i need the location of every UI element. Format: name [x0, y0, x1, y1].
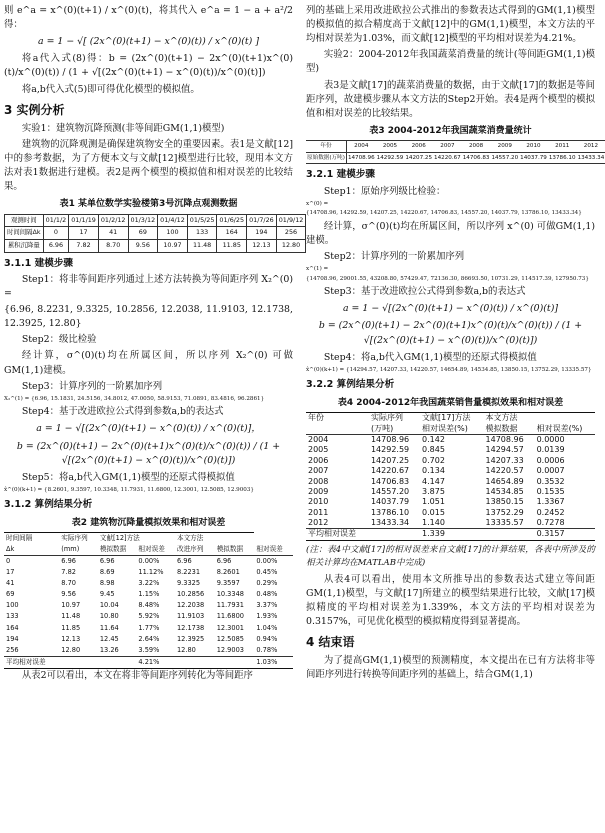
table-2-cell: 12.5085 — [216, 634, 244, 643]
right-step-2: Step2：计算序列的一阶累加序列 — [323, 250, 465, 262]
table-1-row — [5, 214, 306, 227]
table-2-row — [4, 556, 293, 568]
table-4-average-cell — [484, 529, 535, 540]
table-2-cell: 8.2601 — [216, 568, 240, 577]
table-4-cell: 0.3532 — [536, 476, 565, 486]
table-2-row — [4, 623, 293, 634]
table-2-cell: 11.48 — [61, 612, 81, 621]
table-3-cell: 14207.25 — [404, 152, 433, 163]
table-2-header-cell: 相对误差 — [254, 544, 293, 556]
table-4-cell: 0.134 — [422, 466, 445, 476]
step-5: Step5：将a,b代入GM(1,1)模型的还原式得模拟值 — [21, 471, 235, 483]
table-1 — [4, 214, 306, 253]
table-3-cell: 13433.34 — [577, 152, 605, 163]
table-3-cell: 2008 — [462, 141, 491, 152]
table-2-cell: 12.80 — [176, 645, 196, 654]
table-2-header-cell: 时间间隔 — [4, 533, 59, 545]
table-3-cell: 14557.20 — [490, 152, 519, 163]
table-3-cell: 14706.83 — [462, 152, 491, 163]
table-2 — [4, 532, 293, 669]
table-2-cell: 5.92% — [138, 612, 160, 621]
table-4-cell: 1.140 — [422, 518, 445, 528]
table-1-cell: 0 — [43, 227, 69, 240]
table-4-cell: 1.051 — [422, 497, 445, 507]
section-4-paragraph: 为了提高GM(1,1)模型的预测精度，本文提出在已有方法将非等间距序列进行转换等间距序列的基础上，结合GM(1,1) — [306, 655, 595, 681]
section-4-title: 4 结束语 — [306, 635, 355, 650]
table-4-cell: 2005 — [308, 445, 329, 455]
table-4-header-cell — [306, 424, 369, 435]
table-4-cell: 2007 — [308, 466, 329, 476]
table-2-cell: 256 — [6, 645, 19, 654]
table-3-cell: 2011 — [548, 141, 577, 152]
table-3-caption: 表3 2004-2012年我国蔬菜消费量统计 — [369, 125, 532, 136]
table-2-row — [4, 612, 293, 623]
table-2-header-cell: 文献[12]方法 — [98, 533, 175, 545]
table-1-cell: 6.96 — [43, 239, 69, 252]
table-4-cell: 13752.29 — [485, 507, 524, 517]
table-1-cell: 8.70 — [98, 239, 128, 252]
table-4-cell: 14207.25 — [370, 455, 410, 465]
intro-line-3: 将a,b代入式(5)即可得优化模型的模拟值。 — [21, 83, 200, 95]
table-4-row — [306, 508, 595, 518]
table-1-cell: 01/2/12 — [98, 214, 128, 227]
table-2-header-cell: Δk — [4, 544, 59, 556]
table-2-cell: 12.45 — [99, 634, 119, 643]
table-4-cell: 2010 — [308, 497, 329, 507]
table-4-cell: 14220.57 — [485, 466, 524, 476]
step-4-equation-b: b = (2x^(0)(t+1) − 2x^(0)(t+1)x^(0)(t)/x^(0)(t)) / (1 + √[(2x^(0)(t+1) − x^(0)(t))/x^(0)(t)]) — [16, 440, 281, 466]
table-3-cell: 14708.96 — [346, 152, 375, 163]
table-4-cell: 14557.20 — [370, 486, 410, 496]
table-4-header-row — [306, 424, 595, 435]
table-4-header-cell: 相对误差(%) — [420, 424, 483, 435]
table-1-cell: 11.48 — [187, 239, 217, 252]
table-4-cell: 0.0007 — [536, 466, 565, 476]
table-2-header-cell: 模拟数据 — [215, 544, 255, 556]
intro-line-1: 则 e^a = x^(0)(t+1) / x^(0)(t)，将其代入 e^a = 1 − a + a²/2 得： — [4, 5, 293, 31]
table-2-cell: 7.82 — [61, 568, 76, 577]
step-3-sequence: X₂^(1) = {6.96, 15.1831, 24.5156, 34.8012, 47.0050, 58.9153, 71.0891, 83.4816, 96.2861} — [4, 395, 265, 402]
table-2-cell: 0.00% — [256, 557, 278, 566]
table-2-cell: 11.64 — [99, 623, 119, 632]
table-4-cell: 14534.85 — [485, 486, 524, 496]
table-2-cell: 6.96 — [99, 557, 115, 566]
table-1-cell: 01/1/2 — [43, 214, 69, 227]
table-2-cell: 12.9003 — [216, 645, 244, 654]
table-4-header-cell: 本文方法 — [484, 413, 595, 424]
table-4-cell: 14292.59 — [370, 445, 410, 455]
table-2-cell: 133 — [6, 612, 19, 621]
step-2-paragraph: 经计算，σ^(0)(t)均在所属区间，所以序列 X₂^(0) 可做GM(1,1)建模。 — [4, 350, 293, 376]
table-2-cell: 3.59% — [138, 645, 160, 654]
table-2-header-cell: (mm) — [59, 544, 98, 556]
table-2-cell: 8.2231 — [176, 568, 201, 577]
right-equation-a: a = 1 − √[(2x^(0)(t+1) − x^(0)(t)) / x^(0)(t)] — [342, 303, 559, 315]
table-3-cell: 14220.67 — [433, 152, 462, 163]
table-4-header-cell: 模拟数据 — [484, 424, 535, 435]
table-3-cell: 原始数据(万吨) — [306, 152, 346, 163]
right-step-4: Step4：将a,b代入GM(1,1)模型的还原式得模拟值 — [323, 351, 537, 363]
table-1-row — [5, 239, 306, 252]
table-2-average-row — [4, 657, 293, 669]
table-4-cell: 4.147 — [422, 476, 445, 486]
table-2-cell: 41 — [6, 579, 15, 588]
table-4-average-cell: 1.339 — [420, 529, 483, 540]
table-3-cell: 2010 — [519, 141, 548, 152]
table-2-cell: 6.96 — [61, 557, 76, 566]
table-2-cell: 0.94% — [256, 634, 278, 643]
section-3-1-2-title: 3.1.2 算例结果分析 — [4, 499, 93, 511]
table-2-caption: 表2 建筑物沉降量模拟效果和相对误差 — [71, 517, 226, 528]
table-2-cell: 12.13 — [61, 634, 81, 643]
table-1-cell: 69 — [128, 227, 158, 240]
table-3-cell: 14292.59 — [376, 152, 405, 163]
table-2-cell: 69 — [6, 590, 15, 599]
table-4-cell: 0.0000 — [536, 434, 565, 444]
table-4-cell: 14708.96 — [485, 434, 524, 444]
table-2-cell: 10.04 — [99, 601, 119, 610]
right-column — [306, 4, 605, 684]
table-4-row — [306, 445, 595, 455]
section-3-2-1-title: 3.2.1 建模步骤 — [306, 169, 376, 181]
table-4-cell: 2011 — [308, 507, 329, 517]
table-4-cell: 0.0139 — [536, 445, 565, 455]
step-2: Step2：级比检验 — [21, 334, 97, 346]
table-2-cell: 1.93% — [256, 612, 278, 621]
table-1-cell: 164 — [217, 227, 247, 240]
table-2-cell: 12.2038 — [176, 601, 205, 610]
table-4-cell: 3.875 — [422, 486, 445, 496]
table-2-cell: 0.48% — [256, 590, 278, 599]
step-4-equation-a: a = 1 − √[(2x^(0)(t+1) − x^(0)(t)) / x^(0)(t)]， — [36, 423, 261, 435]
table-1-cell: 01/9/12 — [276, 214, 306, 227]
table-4-average-cell — [369, 529, 420, 540]
table-4-average-cell: 0.3157 — [535, 529, 595, 540]
table-3-row — [306, 152, 605, 163]
table-4-cell: 13335.57 — [485, 518, 524, 528]
table-4-cell: 2008 — [308, 476, 329, 486]
table-4-cell: 14708.96 — [370, 434, 410, 444]
table-1-cell: 01/6/25 — [217, 214, 247, 227]
table-4-cell: 14220.67 — [370, 466, 410, 476]
table-2-cell: 11.9103 — [176, 612, 205, 621]
table-4-header-cell: (万吨) — [369, 424, 420, 435]
table-1-cell: 194 — [247, 227, 277, 240]
table-2-cell: 6.96 — [216, 557, 232, 566]
table-4-header-cell: 年份 — [306, 413, 369, 424]
table-2-cell: 6.96 — [176, 557, 192, 566]
table-2-cell: 12.1738 — [176, 623, 205, 632]
table-2-cell: 11.85 — [61, 623, 81, 632]
table-2-cell: 1.77% — [138, 623, 160, 632]
table-1-cell: 256 — [276, 227, 306, 240]
table-4-header-cell: 实际序列 — [369, 413, 420, 424]
table-2-cell: 3.22% — [138, 579, 160, 588]
table-2-cell: 164 — [6, 623, 19, 632]
table-3-cell: 2005 — [376, 141, 405, 152]
table-2-header-cell: 实际序列 — [59, 533, 98, 545]
table-2-row — [4, 601, 293, 612]
table-1-cell: 01/5/25 — [187, 214, 217, 227]
table-4-cell: 14706.83 — [370, 476, 410, 486]
table-4-note: (注：表4中文献[17]的相对误差来自文献[17]的计算结果，各表中所涉及的相关计算均在MATLAB中完成) — [306, 544, 595, 568]
table-3-row — [306, 141, 605, 152]
table-4-cell: 0.7278 — [536, 518, 565, 528]
table-4-cell: 2009 — [308, 486, 329, 496]
table-2-cell: 12.3001 — [216, 623, 244, 632]
table-4-cell: 1.3367 — [536, 497, 565, 507]
table-3-cell: 13786.10 — [548, 152, 577, 163]
table-4-cell: 0.702 — [422, 455, 445, 465]
table-2-cell: 13.26 — [99, 645, 119, 654]
table-2-row — [4, 634, 293, 645]
table-2-cell: 11.7931 — [216, 601, 244, 610]
table-2-cell: 8.48% — [138, 601, 160, 610]
table-1-cell: 01/4/12 — [158, 214, 188, 227]
table-4-row — [306, 497, 595, 507]
table-2-cell: 8.98 — [99, 579, 115, 588]
table-2-header-row — [4, 544, 293, 556]
table-2-cell: 8.70 — [61, 579, 76, 588]
table-2-average-cell — [59, 657, 98, 669]
table-1-cell: 41 — [98, 227, 128, 240]
table-2-cell: 10.3348 — [216, 590, 244, 599]
table-2-average-cell: 1.03% — [254, 657, 293, 669]
step-5-sequence: x̂^(0)(k+1) = {8.2601, 9.3597, 10.3348, 11.7931, 11.6800, 12.3001, 12.5085, 12.9003} — [4, 486, 254, 493]
table-2-cell: 194 — [6, 634, 19, 643]
table-2-cell: 0.45% — [256, 568, 278, 577]
table-4-cell: 14037.79 — [370, 497, 410, 507]
table-2-average-cell: 平均相对误差 — [4, 657, 59, 669]
table-4-cell: 0.0006 — [536, 455, 565, 465]
right-step-1-paragraph: 经计算，σ^(0)(t)均在所属区间，所以序列 x^(0) 可做GM(1,1)建模。 — [306, 220, 595, 246]
table-3-cell: 14037.79 — [519, 152, 548, 163]
table-4-cell: 2012 — [308, 518, 329, 528]
left-bottom-line: 从表2可以看出，本文在将非等间距序列转化为等间距序 — [21, 670, 253, 682]
experiment-1-title: 实验1：建筑物沉降预测(非等间距GM(1,1)模型) — [21, 122, 225, 134]
table-2-cell: 100 — [6, 601, 19, 610]
table-4-cell: 2006 — [308, 455, 329, 465]
table-4-cell: 14654.89 — [485, 476, 524, 486]
section-3-title: 3 实例分析 — [4, 102, 65, 117]
table-4-caption: 表4 2004-2012年我国蔬菜销售量模拟效果和相对误差 — [337, 397, 564, 408]
right-step-1-sequence: {14708.96, 14292.59, 14207.25, 14220.67, 14706.83, 14557.20, 14037.79, 13786.10, 13433.34} — [306, 210, 582, 217]
table-4-cell: 0.142 — [422, 434, 445, 444]
table-2-average-cell — [215, 657, 255, 669]
table-4-row — [306, 456, 595, 466]
table-2-row — [4, 568, 293, 579]
table-4-row — [306, 434, 595, 445]
right-step-2-symbol: x^(1) = — [306, 266, 329, 273]
table-4-cell: 2004 — [308, 434, 329, 444]
table-1-cell: 时间间隔Δk — [5, 227, 44, 240]
intro-equation-a: a = 1 − √[ (2x^(0)(t+1) − x^(0)(t)) / x^(0)(t) ] — [38, 36, 259, 48]
table-1-cell: 9.56 — [128, 239, 158, 252]
table-2-cell: 9.3597 — [216, 579, 240, 588]
table-1-caption: 表1 某单位数学实验楼第3号沉降点观测数据 — [59, 199, 238, 210]
table-4-row — [306, 487, 595, 497]
table-3-cell: 2009 — [490, 141, 519, 152]
table-2-cell: 11.12% — [138, 568, 164, 577]
table-4-header-cell: 相对误差(%) — [535, 424, 595, 435]
table-2-header-cell: 本文方法 — [175, 533, 254, 545]
table-1-row — [5, 227, 306, 240]
table-1-cell: 01/7/26 — [247, 214, 277, 227]
table-1-cell: 17 — [69, 227, 99, 240]
right-step-1-symbol: x^(0) = — [306, 200, 329, 207]
table-4-row — [306, 518, 595, 529]
right-step-2-sequence: {14708.96, 29001.55, 43208.80, 57429.47, 72136.30, 86693.50, 10731.29, 114517.39, 127950.73} — [306, 275, 589, 282]
table-1-cell: 01/3/12 — [128, 214, 158, 227]
table-2-cell: 12.3925 — [176, 634, 205, 643]
table-2-header-cell: 改进序列 — [175, 544, 215, 556]
table-1-cell: 累积沉降量 — [5, 239, 44, 252]
table-2-cell: 0.29% — [256, 579, 278, 588]
table-2-cell: 1.04% — [256, 623, 278, 632]
section-3-1-1-title: 3.1.1 建模步骤 — [4, 257, 74, 269]
table-2-cell: 3.37% — [256, 601, 278, 610]
table-2-cell: 9.45 — [99, 590, 115, 599]
table-2-cell: 8.69 — [99, 568, 115, 577]
table-2-header-row — [4, 533, 293, 545]
table-4-cell: 14294.57 — [485, 445, 524, 455]
table-4-cell: 0.015 — [422, 507, 445, 517]
table-2-cell: 17 — [6, 568, 15, 577]
experiment-2-title: 实验2：2004-2012年我国蔬菜消费量的统计(等间距GM(1,1)模型) — [306, 49, 595, 75]
table-4-cell: 14207.33 — [485, 455, 524, 465]
table-3-cell: 年份 — [306, 141, 346, 152]
table-1-cell: 11.85 — [217, 239, 247, 252]
table-1-cell: 12.13 — [247, 239, 277, 252]
table-2-average-cell — [98, 657, 137, 669]
table-2-cell: 1.15% — [138, 590, 160, 599]
table-2-cell: 9.56 — [61, 590, 76, 599]
right-step-3: Step3：基于改进欧拉公式得到参数a,b的表达式 — [323, 286, 526, 298]
table-4-header-cell: 文献[17]方法 — [420, 413, 483, 424]
right-step-4-sequence: x̂^(0)(k+1) = {14294.57, 14207.33, 14220.57, 14654.89, 14534.85, 13850.15, 13752.29, 13335.57} — [306, 366, 592, 373]
table-3 — [306, 140, 605, 164]
table-3-cell: 2006 — [404, 141, 433, 152]
left-column — [4, 4, 304, 685]
table-2-cell: 2.64% — [138, 634, 160, 643]
table-3-cell: 2012 — [577, 141, 605, 152]
table-2-header-cell: 相对误差 — [136, 544, 175, 556]
table-2-cell: 0 — [6, 557, 11, 566]
table-4-cell: 13433.34 — [370, 518, 410, 528]
table-2-cell: 12.80 — [61, 645, 81, 654]
table-3-cell: 2004 — [346, 141, 375, 152]
intro-line-2: 将a代入式(8)得：b = (2x^(0)(t+1) − 2x^(0)(t+1)x^(0)(t)/x^(0)(t)) / (1 + √[(2x^(0)(t+1) − x^(0)(t))/x^(0)(t)]) — [4, 53, 293, 79]
table-1-cell: 100 — [158, 227, 188, 240]
table-2-cell: 0.00% — [138, 557, 160, 566]
table-4-cell: 0.1535 — [536, 486, 565, 496]
table-1-cell: 观测时间 — [5, 214, 44, 227]
table-4-row — [306, 477, 595, 487]
right-step-1: Step1：原始序列级比检验： — [323, 185, 446, 197]
table-4-header-row — [306, 413, 595, 424]
experiment-1-paragraph: 建筑物的沉降观测是确保建筑物安全的重要因素。表1是文献[12]中的参考数据，为了方便本文与文献[12]模型进行比较，现用本文方法对表1数据进行建模。表2是两个模型的模拟值和相对误差的比较结果。 — [4, 138, 293, 193]
table-4-cell: 0.845 — [422, 445, 445, 455]
table-4 — [306, 412, 595, 541]
table-1-cell: 7.82 — [69, 239, 99, 252]
table-4-average-row — [306, 529, 595, 540]
step-4: Step4：基于改进欧拉公式得到参数a,b的表达式 — [21, 406, 224, 418]
table-2-row — [4, 590, 293, 601]
step-1: Step1：将非等间距序列通过上述方法转换为等间距序列 X₂^(0) = — [4, 273, 293, 300]
table-2-cell: 9.3325 — [176, 579, 201, 588]
right-paragraph-after-table: 从表4可以看出，使用本文所推导出的参数表达式建立等间距GM(1,1)模型，与文献[17]所建立的模型结果进行比较，文献[17]模拟精度的平均相对误差为1.339%，本文方法的平均相对误差为0.3157%，可见优化模型的模拟精度得到显著提高。 — [306, 573, 595, 627]
table-2-cell: 11.6800 — [216, 612, 244, 621]
table-4-cell: 13850.15 — [485, 497, 524, 507]
table-4-cell: 13786.10 — [370, 507, 410, 517]
table-1-cell: 01/1/19 — [69, 214, 99, 227]
table-4-average-cell: 平均相对误差 — [306, 529, 369, 540]
table-2-average-cell — [175, 657, 215, 669]
right-equation-b: b = (2x^(0)(t+1) − 2x^(0)(t+1)x^(0)(t)/x^(0)(t)) / (1 + √[(2x^(0)(t+1) − x^(0)(t))/x^(0)(t)]) — [318, 320, 583, 346]
step-3: Step3：计算序列的一阶累加序列 — [21, 380, 163, 392]
table-2-cell: 10.97 — [61, 601, 81, 610]
table-2-cell: 10.2856 — [176, 590, 205, 599]
table-4-row — [306, 466, 595, 476]
step-1-sequence: {6.96, 8.2231, 9.3325, 10.2856, 12.2038, 11.9103, 12.1738, 12.3925, 12.80} — [4, 304, 293, 330]
table-2-row — [4, 579, 293, 590]
section-3-2-2-title: 3.2.2 算例结果分析 — [306, 379, 395, 391]
table-1-cell: 133 — [187, 227, 217, 240]
experiment-2-paragraph: 表3是文献[17]的蔬菜消费量的数据，由于文献[17]的数据是等间距序列，故建模步骤从本文方法的Step2开始。表4是两个模型的模拟值和相对误差的比较结果。 — [306, 79, 595, 119]
table-1-cell: 12.80 — [276, 239, 306, 252]
table-3-cell: 2007 — [433, 141, 462, 152]
table-2-header-cell: 模拟数据 — [98, 544, 137, 556]
table-2-cell: 10.80 — [99, 612, 119, 621]
table-2-cell: 0.78% — [256, 645, 278, 654]
table-1-cell: 10.97 — [158, 239, 188, 252]
right-top-paragraph: 列的基础上采用改进欧拉公式推出的参数表达式得到的GM(1,1)模型的模拟值的拟合精度高于文献[12]中的GM(1,1)模型，本文方法的平均相对误差为1.03%，而文献[12]模型的平均相对误差为4.21%。 — [306, 5, 595, 45]
table-2-average-cell: 4.21% — [136, 657, 175, 669]
table-4-cell: 0.2452 — [536, 507, 565, 517]
table-2-row — [4, 645, 293, 657]
